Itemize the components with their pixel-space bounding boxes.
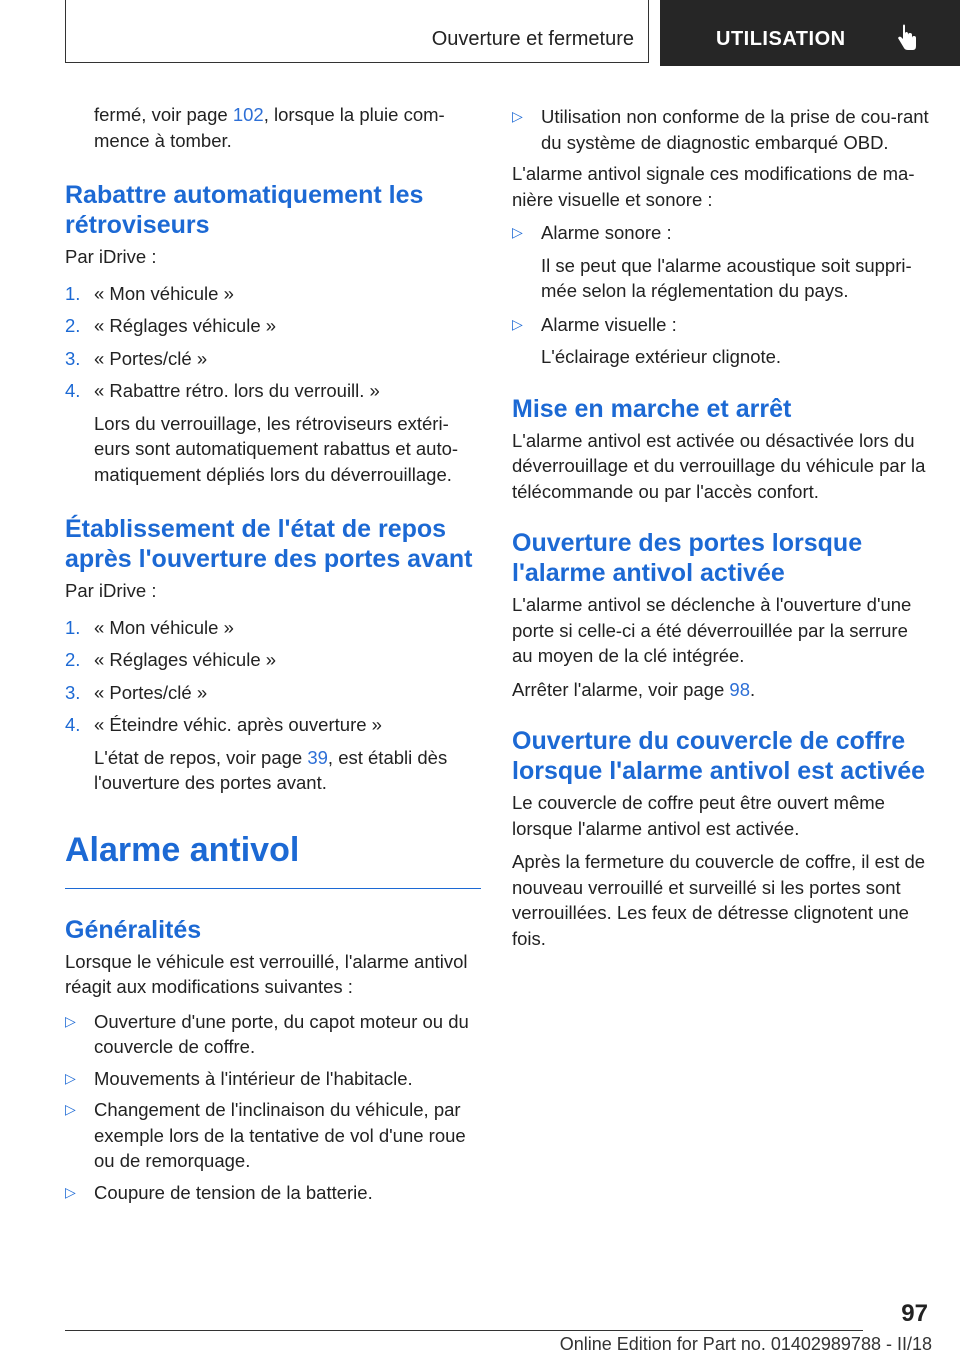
list-item: ▷ Alarme visuelle : (512, 312, 932, 338)
body-text: L'alarme antivol signale ces modifications de ma-nière visuelle et sonore : (512, 163, 915, 210)
section-heading: Généralités (65, 915, 202, 944)
bullet-list (512, 220, 932, 246)
section-heading: Ouverture des portes lorsque l'alarme antivol activée (512, 529, 863, 587)
chapter-tab-label: UTILISATION (716, 28, 846, 50)
bullet-list (512, 312, 932, 338)
body-text: Arrêter l'alarme, voir page 98. (512, 678, 756, 700)
list-item: 3. « Portes/clé » (65, 681, 208, 703)
section-heading: Rabattre automatiquement les rétroviseurs (65, 181, 424, 239)
list-item: 1. « Mon véhicule » (65, 282, 234, 304)
step-note: L'état de repos, voir page 39, est établi dès l'ouverture des portes avant. (94, 746, 448, 793)
lead-text: Par iDrive : (65, 246, 157, 267)
chapter-title: Alarme antivol (65, 830, 300, 869)
list-item: ▷ Ouverture d'une porte, du capot moteur ou du couvercle de coffre. (65, 1010, 469, 1057)
chapter-tab[interactable] (660, 0, 960, 66)
bullet-triangle-icon: ▷ (512, 315, 523, 332)
list-item: 2. « Réglages véhicule » (65, 649, 277, 670)
step-note: Lors du verrouillage, les rétroviseurs extéri-eurs sont automatiquement rabattus et auto-matiquement dépliés lors du déverrouillage. (94, 412, 459, 485)
footer-edition: Online Edition for Part no. 01402989788 - II/18 (559, 1334, 932, 1354)
left-column (65, 100, 481, 1205)
bullet-list (512, 104, 932, 155)
bullet-triangle-icon: ▷ (65, 1069, 76, 1086)
section-title: Ouverture et fermeture (431, 28, 634, 50)
body-text: Le couvercle de coffre peut être ouvert même lorsque l'alarme antivol est activée. (512, 792, 885, 839)
chapter-title-block (65, 830, 481, 889)
right-column (512, 100, 932, 951)
footer-divider (65, 1330, 863, 1331)
bullet-triangle-icon: ▷ (512, 224, 523, 240)
page-link[interactable]: 102 (232, 104, 264, 125)
lead-text: Par iDrive : (65, 580, 157, 601)
list-item: ▷ Changement de l'inclinaison du véhicule, par exemple lors de la tentative de vol d'une roue ou de remorquage. (65, 1099, 466, 1171)
list-item: 1. « Mon véhicule » (65, 616, 234, 638)
intro-paragraph: fermé, voir page 102, lorsque la pluie com-mence à tomber. (94, 104, 445, 151)
bullet-note: Il se peut que l'alarme acoustique soit suppri-mée selon la réglementation du pays. (541, 254, 912, 301)
section-heading: Établissement de l'état de repos après l'ouverture des portes avant (65, 515, 473, 573)
list-item: 4. « Éteindre véhic. après ouverture » (65, 714, 382, 735)
hand-pointer-icon (896, 24, 918, 52)
section-heading: Mise en marche et arrêt (512, 394, 792, 423)
page-number: 97 (901, 1300, 928, 1327)
list-item: ▷ Utilisation non conforme de la prise de cou-rant du système de diagnostic embarqué OBD. (512, 106, 929, 153)
body-text: L'alarme antivol se déclenche à l'ouverture d'une porte si celle-ci a été déverrouillée par la serrure au moyen de la clé intégrée. (512, 594, 912, 666)
list-item: 3. « Portes/clé » (65, 347, 208, 369)
section-header-box (65, 0, 649, 63)
list-item: ▷ Mouvements à l'intérieur de l'habitacle. (65, 1066, 481, 1092)
list-item: 4. « Rabattre rétro. lors du verrouill. » (65, 380, 380, 401)
lead-text: Lorsque le véhicule est verrouillé, l'alarme antivol réagit aux modifications suivantes : (65, 950, 468, 997)
bullet-triangle-icon: ▷ (65, 1101, 76, 1117)
page-header (0, 0, 960, 66)
bullet-triangle-icon: ▷ (65, 1012, 76, 1029)
list-item: 2. « Réglages véhicule » (65, 315, 277, 336)
bullet-note: L'éclairage extérieur clignote. (541, 346, 782, 367)
list-item: ▷ Alarme sonore : (512, 220, 932, 246)
page-link[interactable]: 39 (307, 746, 328, 768)
steps-list (65, 281, 481, 404)
body-text: L'alarme antivol est activée ou désactivée lors du déverrouillage et du verrouillage du véhicule par la télécommande ou par l'accès confort. (512, 429, 926, 502)
page-link[interactable]: 98 (729, 678, 750, 700)
list-item: ▷ Coupure de tension de la batterie. (65, 1180, 481, 1206)
bullet-list (65, 1009, 481, 1206)
bullet-triangle-icon: ▷ (512, 108, 523, 124)
section-heading: Ouverture du couvercle de coffre lorsque l'alarme antivol est activée (512, 727, 926, 785)
steps-list (65, 615, 481, 738)
bullet-triangle-icon: ▷ (65, 1183, 76, 1200)
body-text: Après la fermeture du couvercle de coffre, il est de nouveau verrouillé et surveillé si les portes sont verrouillées. Les feux de détresse clignotent une fois. (512, 851, 926, 949)
